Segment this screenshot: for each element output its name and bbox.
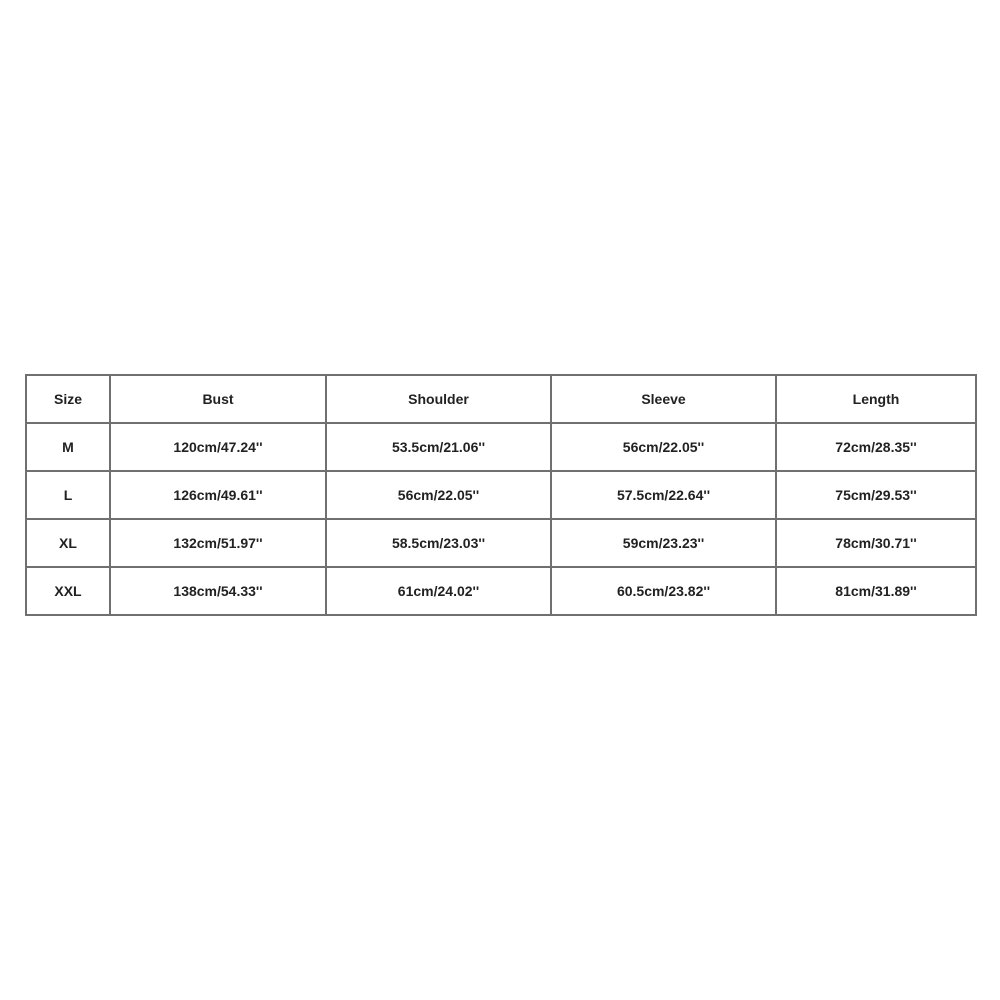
sleeve-cell: 60.5cm/23.82'' [551, 567, 776, 615]
table-row [26, 567, 976, 615]
bust-cell: 126cm/49.61'' [110, 471, 326, 519]
table-row [26, 519, 976, 567]
shoulder-cell: 61cm/24.02'' [326, 567, 551, 615]
bust-cell: 132cm/51.97'' [110, 519, 326, 567]
length-cell: 72cm/28.35'' [776, 423, 976, 471]
header-shoulder: Shoulder [326, 375, 551, 423]
size-cell: L [26, 471, 110, 519]
sleeve-cell: 59cm/23.23'' [551, 519, 776, 567]
sleeve-cell: 57.5cm/22.64'' [551, 471, 776, 519]
bust-cell: 120cm/47.24'' [110, 423, 326, 471]
table-row [26, 471, 976, 519]
header-size: Size [26, 375, 110, 423]
shoulder-cell: 58.5cm/23.03'' [326, 519, 551, 567]
table-row [26, 423, 976, 471]
header-sleeve: Sleeve [551, 375, 776, 423]
size-chart-table [25, 374, 977, 616]
shoulder-cell: 53.5cm/21.06'' [326, 423, 551, 471]
length-cell: 78cm/30.71'' [776, 519, 976, 567]
bust-cell: 138cm/54.33'' [110, 567, 326, 615]
size-cell: XXL [26, 567, 110, 615]
length-cell: 81cm/31.89'' [776, 567, 976, 615]
length-cell: 75cm/29.53'' [776, 471, 976, 519]
size-cell: XL [26, 519, 110, 567]
size-cell: M [26, 423, 110, 471]
sleeve-cell: 56cm/22.05'' [551, 423, 776, 471]
header-bust: Bust [110, 375, 326, 423]
header-length: Length [776, 375, 976, 423]
table-header-row [26, 375, 976, 423]
shoulder-cell: 56cm/22.05'' [326, 471, 551, 519]
